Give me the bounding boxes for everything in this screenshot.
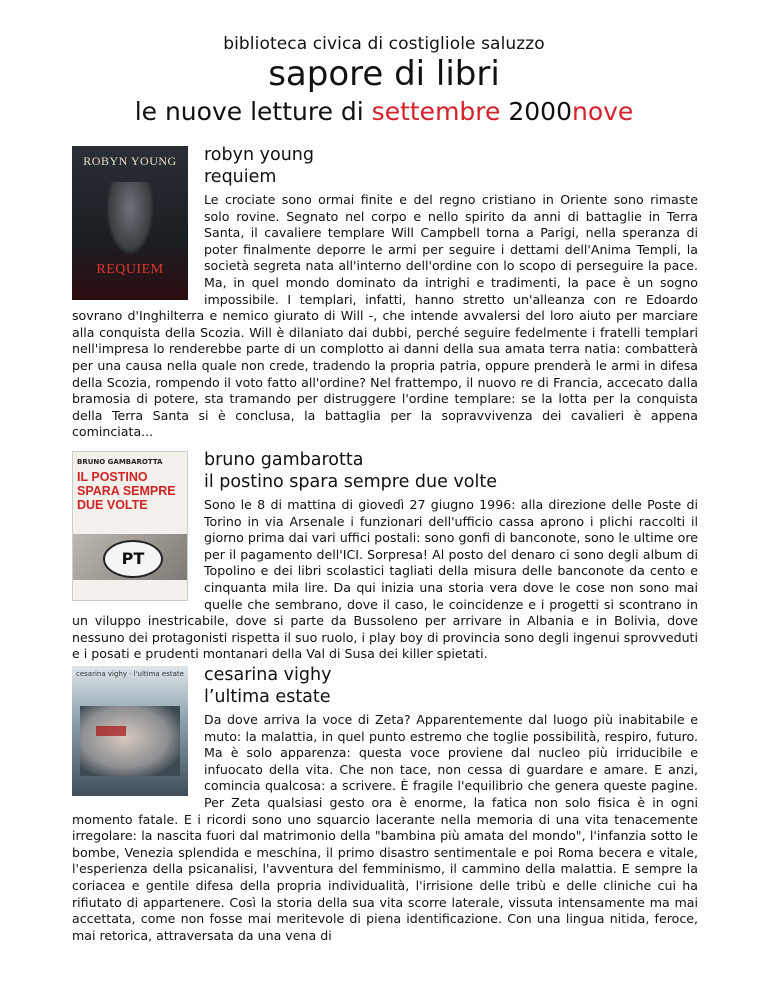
book-author: robyn young <box>204 145 314 165</box>
book-entry-requiem <box>72 144 698 441</box>
cover-red-mark <box>96 726 126 736</box>
book-title: requiem <box>204 167 277 187</box>
cover-logo: PT <box>103 540 163 578</box>
book-title: il postino spara sempre due volte <box>204 472 497 492</box>
subtitle-month: settembre <box>371 97 501 126</box>
cover-title: REQUIEM <box>96 262 164 277</box>
subtitle-year-suffix: nove <box>571 97 634 126</box>
library-name: biblioteca civica di costigliole saluzzo <box>223 34 545 54</box>
book-title: l’ultima estate <box>204 687 331 707</box>
book-author: bruno gambarotta <box>204 450 364 470</box>
cover-face-illustration <box>80 706 180 776</box>
cover-title: IL POSTINO SPARA SEMPRE DUE VOLTE <box>77 470 176 512</box>
page-title: sapore di libri <box>268 54 500 94</box>
cover-knight-illustration <box>106 182 154 256</box>
cover-author: BRUNO GAMBAROTTA <box>77 458 163 466</box>
book-description: Da dove arriva la voce di Zeta? Apparentemente dal luogo più inabitabile e muto: la malattia, in quel punto estremo che toglie possibilità, respiro, futuro. Ma è solo apparenza: questa voce proviene dal nucleo più irriducibile e infuocato della vita. Che non tace, non cessa di guardare e amare. E anzi, comincia qualcosa: a scrivere. È fragile l'equilibrio che genera queste pagine. Per Zeta qualsiasi gesto ora è enorme, la fatica non solo fisica è in ogni momento fatale. E i ricordi sono uno squarcio lacerante nella memoria di una vita tenacemente irregolare: la nascita fuori dal matrimonio della "bambina più amata del mondo", l'infanzia sotto le bombe, Venezia splendida e meschina, il primo disastro sentimentale e poi Roma becera e vitale, l'esperienza della psicanalisi, l'avventura del femminismo, il cammino della malattia. E sempre la coriacea e gentile difesa della propria individualità, l'irrisione delle tribù e delle cliniche cui ha rifiutato di appartenere. Così la storia della sua vita scorre laterale, vissuta intensamente ma mai accettata, come non fosse mai meritevole di piena identificazione. Con una lingua nitida, feroce, mai retorica, attraversata da una vena di <box>72 712 698 943</box>
book-author: cesarina vighy <box>204 665 332 685</box>
cover-author: ROBYN YOUNG <box>83 154 177 168</box>
subtitle-prefix: le nuove letture di <box>134 97 372 126</box>
page-subtitle <box>0 96 768 128</box>
book-cover-requiem <box>72 146 188 300</box>
book-entry-postino <box>72 449 698 663</box>
book-entry-ultima-estate <box>72 664 698 944</box>
cover-author: cesarina vighy · l'ultima estate <box>76 670 184 678</box>
book-cover-postino <box>72 451 188 601</box>
book-description: Le crociate sono ormai finite e del regno cristiano in Oriente sono rimaste solo rovine. Segnato nel corpo e nello spirito da anni di battaglie in Terra Santa, il cavaliere templare Will Campbell torna a Parigi, nella speranza di poter finalmente deporre le armi per seguire i dettami dell'Anima Templi, la società segreta nata all'interno dell'ordine con lo scopo di perseguire la pace. Ma, in quel mondo dominato da intrighi e tradimenti, la pace è un sogno impossibile. I templari, infatti, hanno stretto un'alleanza con re Edoardo sovrano d'Inghilterra e nemico giurato di Will -, che intende avvalersi del loro aiuto per marciare alla conquista della Scozia. Will è dilaniato dai dubbi, perché seguire fedelmente i fratelli templari nell'impresa lo renderebbe parte di un complotto ai danni della sua amata terra natia: combatterà per una causa nella quale non crede, tradendo la propria patria, oppure prenderà le armi in difesa della Scozia, rompendo il voto fatto all'ordine? Nel frattempo, il nuovo re di Francia, accecato dalla bramosia di potere, sta tramando per distruggere l'ordine templare: se la lotta per la conquista della Terra Santa si è conclusa, la battaglia per la sopravvivenza dei cavalieri è appena cominciata... <box>72 192 698 440</box>
book-cover-ultima-estate <box>72 666 188 796</box>
book-description: Sono le 8 di mattina di giovedì 27 giugno 1996: alla direzione delle Poste di Torino in via Arsenale i funzionari dell'ufficio cassa aprono i plichi raccolti il giorno prima dai vari uffici postali: sono gonfi di banconote, sono le ultime ore per il pagamento dell'ICI. Sorpresa! Al posto del denaro ci sono degli album di Topolino e dei libri scolastici tagliati della misura delle banconote da cento e cinquanta mila lire. Da qui inizia una storia vera dove le cose non sono mai quelle che sembrano, dove il caso, le coincidenze e i progetti si scontrano in un viluppo inestricabile, dove si parte da Bussoleno per arrivare in Albania e in Bolivia, dove nessuno dei protagonisti rispetta il suo ruolo, i play boy di provincia sono degli ingenui sprovveduti e i posati e prudenti montanari della Val di Susa dei killer spietati. <box>72 497 698 662</box>
subtitle-year-prefix: 2000 <box>500 97 572 126</box>
